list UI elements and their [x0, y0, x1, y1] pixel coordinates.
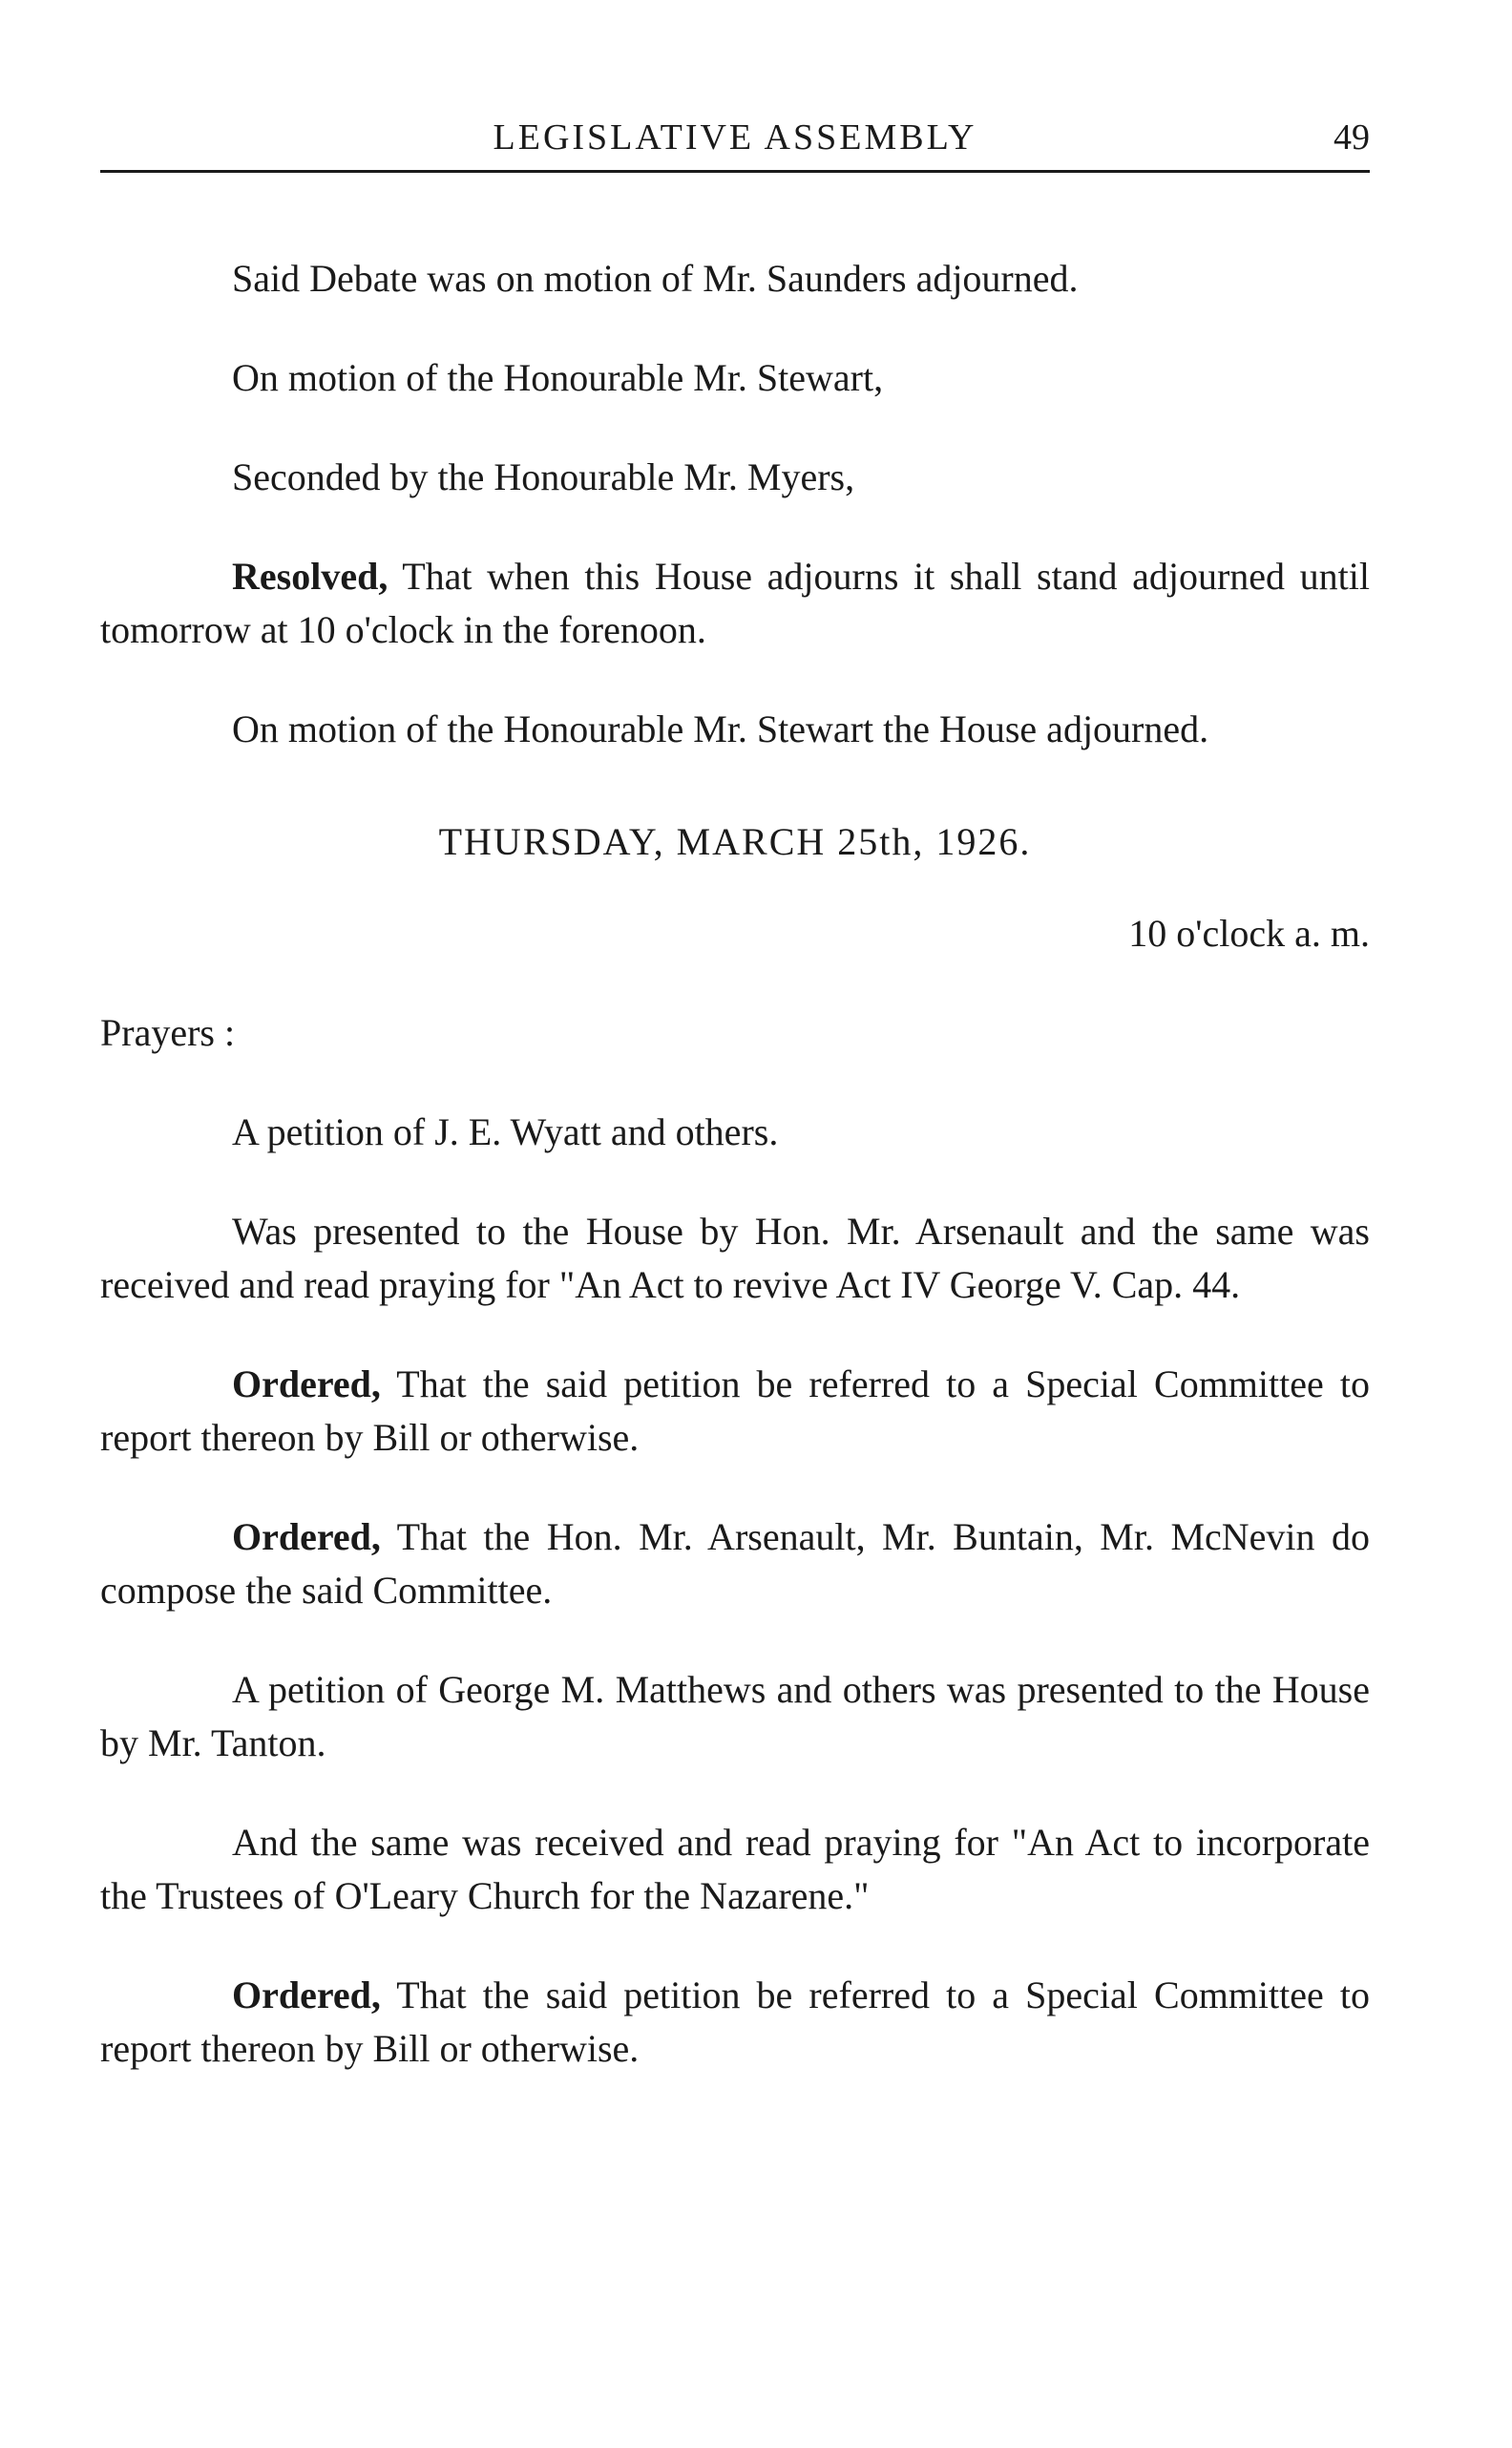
ordered-label: Ordered, — [232, 1362, 381, 1405]
paragraph-presented: Was presented to the House by Hon. Mr. Arsenault and the same was received and read praying for "An Act to revive Act IV George V. Cap. 44. — [100, 1210, 1370, 1306]
paragraph-matthews-petition: A petition of George M. Matthews and others was presented to the House by Mr. Tanton. — [100, 1668, 1370, 1764]
prayers-line: Prayers : — [100, 1011, 236, 1054]
paragraph-ordered-referred — [100, 1358, 1370, 1465]
paragraph-ordered-committee — [100, 1510, 1370, 1617]
resolved-label: Resolved, — [232, 555, 388, 598]
running-title: LEGISLATIVE ASSEMBLY — [493, 117, 977, 158]
paragraph-motion: On motion of the Honourable Mr. Stewart, — [232, 356, 884, 399]
paragraph-act-incorporate: And the same was received and read praying for "An Act to incorporate the Trustees of O'Leary Church for the Nazarene." — [100, 1821, 1370, 1917]
ordered-label: Ordered, — [232, 1515, 381, 1558]
ordered-label: Ordered, — [232, 1973, 381, 2016]
document-body — [100, 252, 1370, 2076]
ordered-text: That the said petition be referred to a Special Committee to report thereon by Bill or otherwise. — [100, 1362, 1370, 1459]
ordered-text: That the Hon. Mr. Arsenault, Mr. Buntain, Mr. McNevin do compose the said Committee. — [100, 1515, 1370, 1612]
paragraph-resolved — [100, 550, 1370, 657]
time-line: 10 o'clock a. m. — [1128, 912, 1370, 955]
date-heading: THURSDAY, MARCH 25th, 1926. — [438, 820, 1032, 863]
paragraph-seconded: Seconded by the Honourable Mr. Myers, — [232, 455, 855, 498]
resolved-text: That when this House adjourns it shall stand adjourned until tomorrow at 10 o'clock in the forenoon. — [100, 555, 1370, 651]
ordered-text: That the said petition be referred to a Special Committee to report thereon by Bill or otherwise. — [100, 1973, 1370, 2070]
paragraph-debate-adjourned: Said Debate was on motion of Mr. Saunders adjourned. — [232, 257, 1079, 300]
paragraph-wyatt-petition: A petition of J. E. Wyatt and others. — [232, 1110, 779, 1153]
page-number: 49 — [1334, 117, 1370, 158]
paragraph-ordered-referred-2 — [100, 1969, 1370, 2076]
paragraph-house-adjourned: On motion of the Honourable Mr. Stewart the House adjourned. — [232, 707, 1209, 750]
page-header — [100, 113, 1370, 173]
